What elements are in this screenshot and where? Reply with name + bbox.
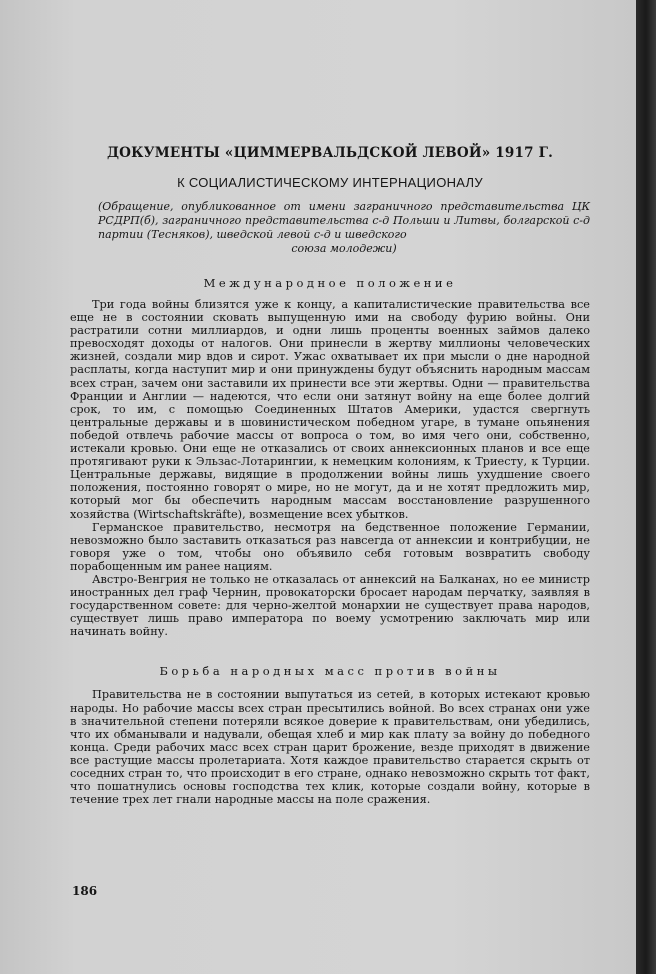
paragraph: Австро-Венгрия не только не отказалась от аннексий на Балканах, но ее министр иностранных дел граф Чернин, провокаторски бросает народам перчатку, заявляя в государственном совете: для черно-желтой монархии не существует права народов, существует лишь право императора по воему усмотрению заключать мир или начинать войну. <box>70 572 590 639</box>
section-body-struggle <box>70 688 590 806</box>
editorial-note-end: союза молодежи) <box>291 242 397 255</box>
book-spine-shadow <box>636 0 656 974</box>
paragraph: Правительства не в состоянии выпутаться из сетей, в которых истекают кровью народы. Но рабочие массы всех стран пресытились войной. Во всех странах они уже в значительной степени потеряли всякое доверие к правительствам, они убедились, что их обманывали и надували, обещая хлеб и мир как плату за войну до победного конца. Среди рабочих масс всех стран царит брожение, везде приходят в движение все растущие массы пролетариата. Хотя каждое правительство старается скрыть от соседних стран то, что происходит в его стране, однако невозможно скрыть тот факт, что пошатнулись основы господства тех клик, которые создали войну, которые в течение трех лет гнали народные массы на поле сражения. <box>70 688 590 807</box>
section-heading-international: Международное положение <box>203 276 457 290</box>
document-title: ДОКУМЕНТЫ «ЦИММЕРВАЛЬДСКОЙ ЛЕВОЙ» 1917 Г. <box>106 145 554 161</box>
editorial-note-text: (Обращение, опубликованное от имени заграничного представительства ЦК РСДРП(б), заграничного представительства с-д Польши и Литвы, болгарской с-д партии (Тесняков), шведской левой с-д и шведского <box>98 200 590 241</box>
section-body-international <box>70 298 590 638</box>
page-number: 186 <box>72 884 98 898</box>
editorial-note <box>98 200 590 256</box>
paragraph: Три года войны близятся уже к концу, а капиталистические правительства все еще не в состоянии сковать выпущенную ими на свободу фурию войны. Они растратили сотни миллиардов, и одни лишь проценты военных займов далеко превосходят доходы от налогов. Они принесли в жертву миллионы человеческих жизней, создали мир вдов и сирот. Ужас охватывает их при мысли о дне народной расплаты, когда наступит мир и они принуждены будут объяснить народным массам всех стран, зачем они заставили их принести все эти жертвы. Одни — правительства Франции и Англии — надеются, что если они затянут войну на еще более долгий срок, то им, с помощью Соединенных Штатов Америки, удастся свергнуть центральные державы и в шовинистическом победном угаре, в тумане опьянения победой отвлечь рабочие массы от вопроса о том, во имя чего они, собственно, истекали кровью. Они еще не отказались от своих аннексионных планов и все еще протягивают руки к Эльзас-Лотарингии, к немецким колониям, к Триесту, к Турции. Центральные державы, видящие в продолжении войны лишь ухудшение своего положения, постоянно говорят о мире, но не могут, да и не хотят предложить мир, который мог бы обеспечить народным массам восстановление разрушенного хозяйства (Wirtschaftskräfte), возмещение всех убытков. <box>70 298 590 521</box>
page-content <box>70 145 590 806</box>
section-heading-struggle: Борьба народных масс против войны <box>159 664 501 679</box>
paragraph: Германское правительство, несмотря на бедственное положение Германии, невозможно было заставить отказаться раз навсегда от аннексии и контрибуции, не говоря уже о том, чтобы оно объявило себя готовым возвратить свободу порабощенным им ранее нациям. <box>70 520 590 573</box>
document-subtitle: К СОЦИАЛИСТИЧЕСКОМУ ИНТЕРНАЦИОНАЛУ <box>177 175 483 190</box>
